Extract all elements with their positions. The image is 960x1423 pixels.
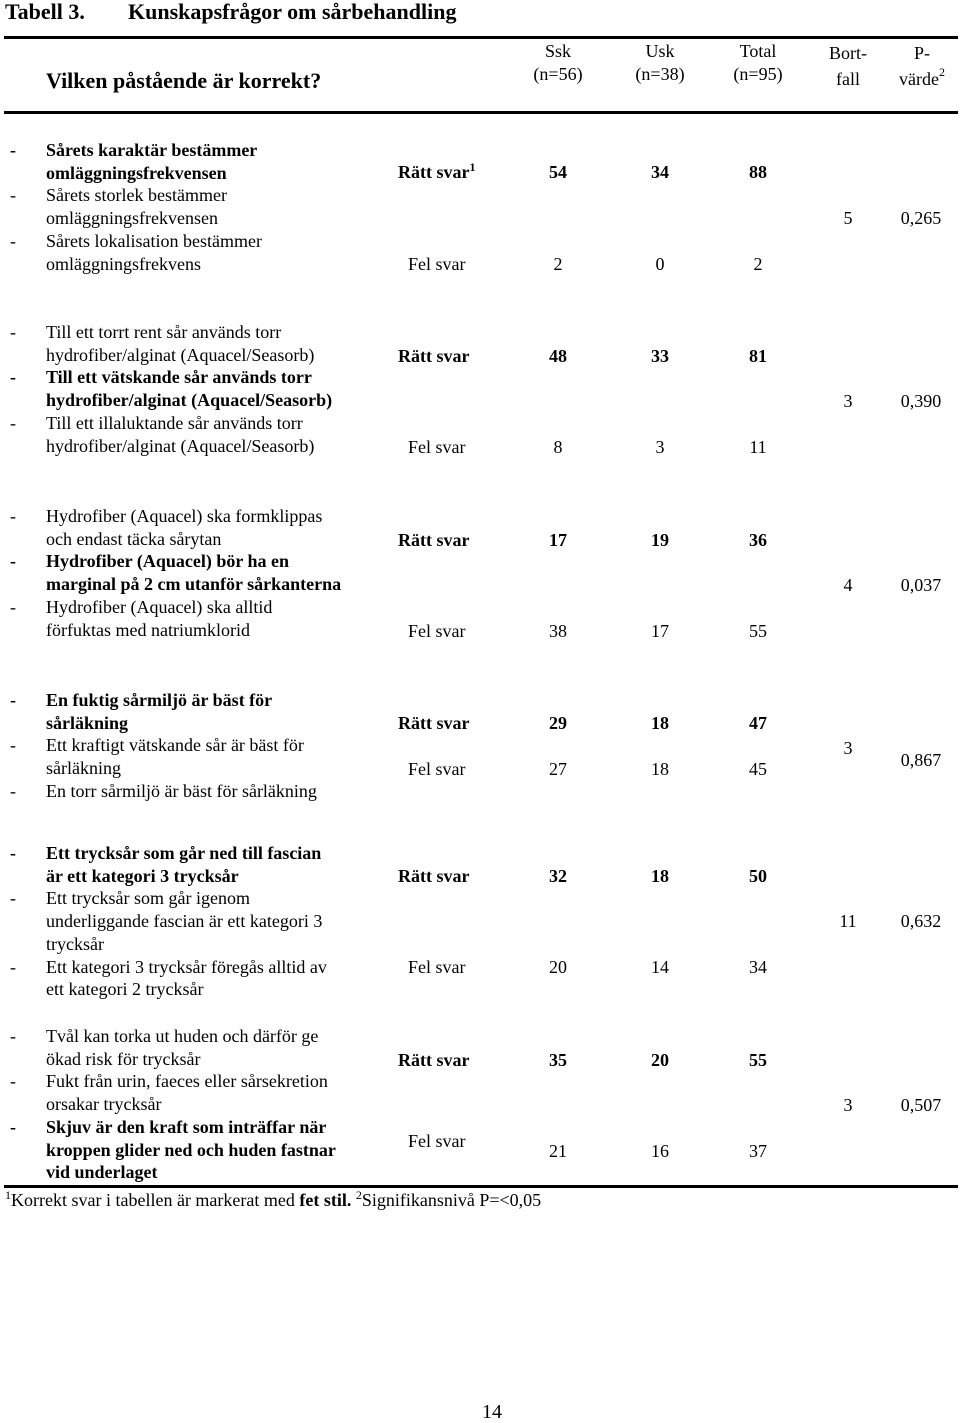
wrong-ssk-value: 21 [549, 1141, 567, 1161]
question-2-statements [10, 321, 416, 457]
statement-line: sårläkning [46, 758, 121, 779]
right-total-value: 50 [749, 866, 767, 886]
footnote-sup-1: 1 [5, 1188, 11, 1202]
statement-line: sårläkning [46, 712, 129, 733]
statement [10, 596, 416, 641]
wrong-ssk-value: 2 [553, 254, 563, 274]
statement-dash: - [10, 1026, 16, 1046]
wrong-ssk-value: 27 [549, 759, 567, 779]
statement-line: Sårets storlek bestämmer [46, 185, 227, 206]
statement [10, 505, 416, 550]
right-usk-value: 19 [651, 530, 669, 550]
header-p-value [886, 40, 958, 92]
header-usk-label: Usk [645, 41, 675, 61]
right-answer-label-text: Rätt svar [398, 866, 470, 886]
p-value: 0,265 [900, 208, 942, 228]
statement-line: kroppen glider ned och huden fastnar [46, 1139, 336, 1160]
statement [10, 956, 416, 1001]
footnote-bold: fet stil. [299, 1190, 352, 1210]
statement-line: trycksår [46, 933, 104, 954]
statement-dash: - [10, 690, 16, 710]
header-ssk [518, 40, 598, 86]
statement [10, 1025, 416, 1070]
statement-dash: - [10, 230, 16, 251]
wrong-ssk-value: 20 [549, 957, 567, 977]
statement-line: marginal på 2 cm utanför sårkanterna [46, 574, 342, 595]
right-total-value: 47 [749, 713, 767, 733]
right-usk-value: 18 [651, 713, 669, 733]
statement-dash: - [10, 367, 16, 388]
header-p-2 [886, 66, 958, 92]
bortfall-value: 5 [843, 208, 853, 228]
question-3-statements [10, 505, 416, 641]
statement [10, 1070, 416, 1115]
right-ssk-value: 54 [549, 162, 567, 182]
bottom-rule [4, 1185, 958, 1188]
wrong-total-value: 34 [749, 957, 767, 977]
header-usk-n: (n=38) [635, 64, 685, 84]
statement-line: Skjuv är den kraft som inträffar när [46, 1116, 327, 1137]
header-total [718, 40, 798, 86]
statement [10, 780, 416, 803]
right-total-value: 55 [749, 1050, 767, 1070]
statement-line: Sårets karaktär bestämmer [46, 140, 258, 160]
right-answer-label-text: Rätt svar [398, 530, 470, 550]
statement-dash: - [10, 1071, 16, 1092]
statement-line: förfuktas med natriumklorid [46, 619, 250, 640]
statement [10, 1116, 416, 1184]
statement [10, 321, 416, 366]
right-answer-label [398, 712, 498, 734]
statement-dash: - [10, 596, 16, 617]
statement-line: Till ett vätskande sår används torr [46, 367, 312, 388]
wrong-usk-value: 16 [651, 1141, 669, 1161]
right-answer-label [398, 529, 498, 551]
question-6-statements [10, 1025, 416, 1184]
statement [10, 412, 416, 457]
statement-line: Tvål kan torka ut huden och därför ge [46, 1026, 319, 1046]
header-bortfall-2: fall [836, 69, 860, 89]
header-ssk-label: Ssk [544, 41, 571, 61]
wrong-answer-label: Fel svar [408, 254, 466, 274]
wrong-ssk-value: 8 [553, 437, 563, 457]
statement-line: ökad risk för trycksår [46, 1048, 201, 1069]
statement-dash: - [10, 551, 16, 572]
header-rule [4, 111, 958, 114]
statement-line: Till ett torrt rent sår används torr [46, 322, 282, 342]
statement-dash: - [10, 888, 16, 909]
page-number: 14 [482, 1401, 502, 1423]
statement-line: En torr sårmiljö är bäst för sårläkning [46, 780, 317, 801]
wrong-usk-value: 17 [651, 621, 669, 641]
statement-dash: - [10, 735, 16, 756]
table-title: Kunskapsfrågor om sårbehandling [128, 0, 457, 24]
wrong-ssk-value: 38 [549, 621, 567, 641]
p-value: 0,632 [900, 911, 942, 931]
right-answer-label-text: Rätt svar [398, 713, 470, 733]
p-value: 0,037 [900, 575, 942, 595]
statement [10, 139, 416, 184]
wrong-answer-label: Fel svar [408, 759, 466, 779]
p-value: 0,390 [900, 391, 942, 411]
statement-dash: - [10, 780, 16, 801]
statement-line: Sårets lokalisation bestämmer [46, 230, 262, 251]
right-answer-label [398, 1049, 498, 1071]
statement-line: omläggningsfrekvens [46, 253, 201, 274]
right-ssk-value: 32 [549, 866, 567, 886]
statement-line: En fuktig sårmiljö är bäst för [46, 690, 273, 710]
statement-line: Till ett illaluktande sår används torr [46, 412, 303, 433]
statement-line: omläggningsfrekvensen [46, 208, 218, 229]
statement-dash: - [10, 956, 16, 977]
statement-dash: - [10, 843, 16, 863]
statement-line: Hydrofiber (Aquacel) bör ha en [46, 551, 290, 572]
table-label: Tabell 3. [5, 0, 85, 24]
p-value: 0,507 [900, 1095, 942, 1115]
statement-line: hydrofiber/alginat (Aquacel/Seasorb) [46, 435, 315, 456]
wrong-usk-value: 3 [655, 437, 665, 457]
wrong-total-value: 2 [753, 254, 763, 274]
right-answer-label-text: Rätt svar [398, 1050, 470, 1070]
bortfall-value: 3 [843, 738, 853, 758]
statement-dash: - [10, 1116, 16, 1137]
statement-line: Hydrofiber (Aquacel) ska formklippas [46, 506, 323, 526]
question-header: Vilken påstående är korrekt? [46, 68, 322, 93]
statement-line: orsakar trycksår [46, 1094, 162, 1115]
question-4-statements [10, 689, 416, 803]
statement-dash: - [10, 412, 16, 433]
wrong-answer-label: Fel svar [408, 621, 466, 641]
top-rule [4, 36, 958, 39]
bortfall-value: 3 [843, 1095, 853, 1115]
statement-line: omläggningsfrekvensen [46, 162, 227, 183]
header-p-2-text: värde [899, 69, 939, 89]
right-usk-value: 18 [651, 866, 669, 886]
statement [10, 550, 416, 595]
statement [10, 689, 416, 734]
statement-dash: - [10, 322, 16, 342]
statement-dash: - [10, 506, 16, 526]
right-ssk-value: 29 [549, 713, 567, 733]
header-p-1: P- [913, 43, 930, 63]
wrong-usk-value: 14 [651, 957, 669, 977]
statement-line: ett kategori 2 trycksår [46, 979, 204, 1000]
footnote-part-2: Signifikansnivå P=<0,05 [361, 1190, 542, 1210]
wrong-total-value: 55 [749, 621, 767, 641]
statement-line: Ett trycksår som går igenom [46, 888, 250, 909]
statement-line: Ett kategori 3 trycksår föregås alltid av [46, 956, 327, 977]
right-usk-value: 33 [651, 346, 669, 366]
header-total-n: (n=95) [733, 64, 783, 84]
header-bortfall-1: Bort- [829, 43, 867, 63]
statement-line: underliggande fascian är ett kategori 3 [46, 911, 323, 932]
right-total-value: 88 [749, 162, 767, 182]
right-answer-label [398, 865, 498, 887]
statement [10, 230, 416, 275]
footnote [5, 1189, 541, 1211]
header-usk [620, 40, 700, 86]
statement-line: vid underlaget [46, 1162, 158, 1183]
statement [10, 734, 416, 779]
right-answer-label-text: Rätt svar [398, 162, 470, 182]
right-usk-value: 34 [651, 162, 669, 182]
question-5-statements [10, 842, 416, 1001]
bortfall-value: 11 [839, 911, 857, 931]
p-value: 0,867 [900, 750, 942, 770]
wrong-total-value: 11 [749, 437, 767, 457]
wrong-answer-label: Fel svar [408, 957, 466, 977]
header-p-sup: 2 [938, 65, 945, 79]
header-ssk-n: (n=56) [533, 64, 583, 84]
right-answer-sup: 1 [469, 160, 476, 174]
header-total-label: Total [739, 41, 777, 61]
wrong-usk-value: 18 [651, 759, 669, 779]
statement-line: och endast täcka sårytan [46, 528, 222, 549]
wrong-total-value: 37 [749, 1141, 767, 1161]
wrong-total-value: 45 [749, 759, 767, 779]
right-answer-label-text: Rätt svar [398, 346, 470, 366]
question-1-statements [10, 139, 416, 275]
statement-dash: - [10, 185, 16, 206]
footnote-part-1: Korrekt svar i tabellen är markerat med [11, 1190, 300, 1210]
right-usk-value: 20 [651, 1050, 669, 1070]
statement [10, 887, 416, 955]
statement-dash: - [10, 140, 16, 160]
statement-line: Ett kraftigt vätskande sår är bäst för [46, 735, 304, 756]
right-answer-label [398, 345, 498, 367]
statement [10, 366, 416, 411]
statement [10, 842, 416, 887]
bortfall-value: 4 [843, 575, 853, 595]
right-total-value: 36 [749, 530, 767, 550]
header-bortfall [810, 40, 886, 92]
statement-line: Ett trycksår som går ned till fascian [46, 843, 322, 863]
statement-line: hydrofiber/alginat (Aquacel/Seasorb) [46, 390, 333, 411]
right-answer-label [398, 161, 498, 183]
statement-line: är ett kategori 3 trycksår [46, 865, 239, 886]
statement-line: hydrofiber/alginat (Aquacel/Seasorb) [46, 344, 315, 365]
statement [10, 184, 416, 229]
statement-line: Hydrofiber (Aquacel) ska alltid [46, 596, 273, 617]
bortfall-value: 3 [843, 391, 853, 411]
wrong-usk-value: 0 [655, 254, 665, 274]
right-ssk-value: 48 [549, 346, 567, 366]
wrong-answer-label: Fel svar [408, 437, 466, 457]
wrong-answer-label: Fel svar [408, 1131, 466, 1151]
right-total-value: 81 [749, 346, 767, 366]
right-ssk-value: 17 [549, 530, 567, 550]
right-ssk-value: 35 [549, 1050, 567, 1070]
footnote-sup-2: 2 [355, 1188, 362, 1202]
statement-line: Fukt från urin, faeces eller sårsekretion [46, 1071, 328, 1092]
